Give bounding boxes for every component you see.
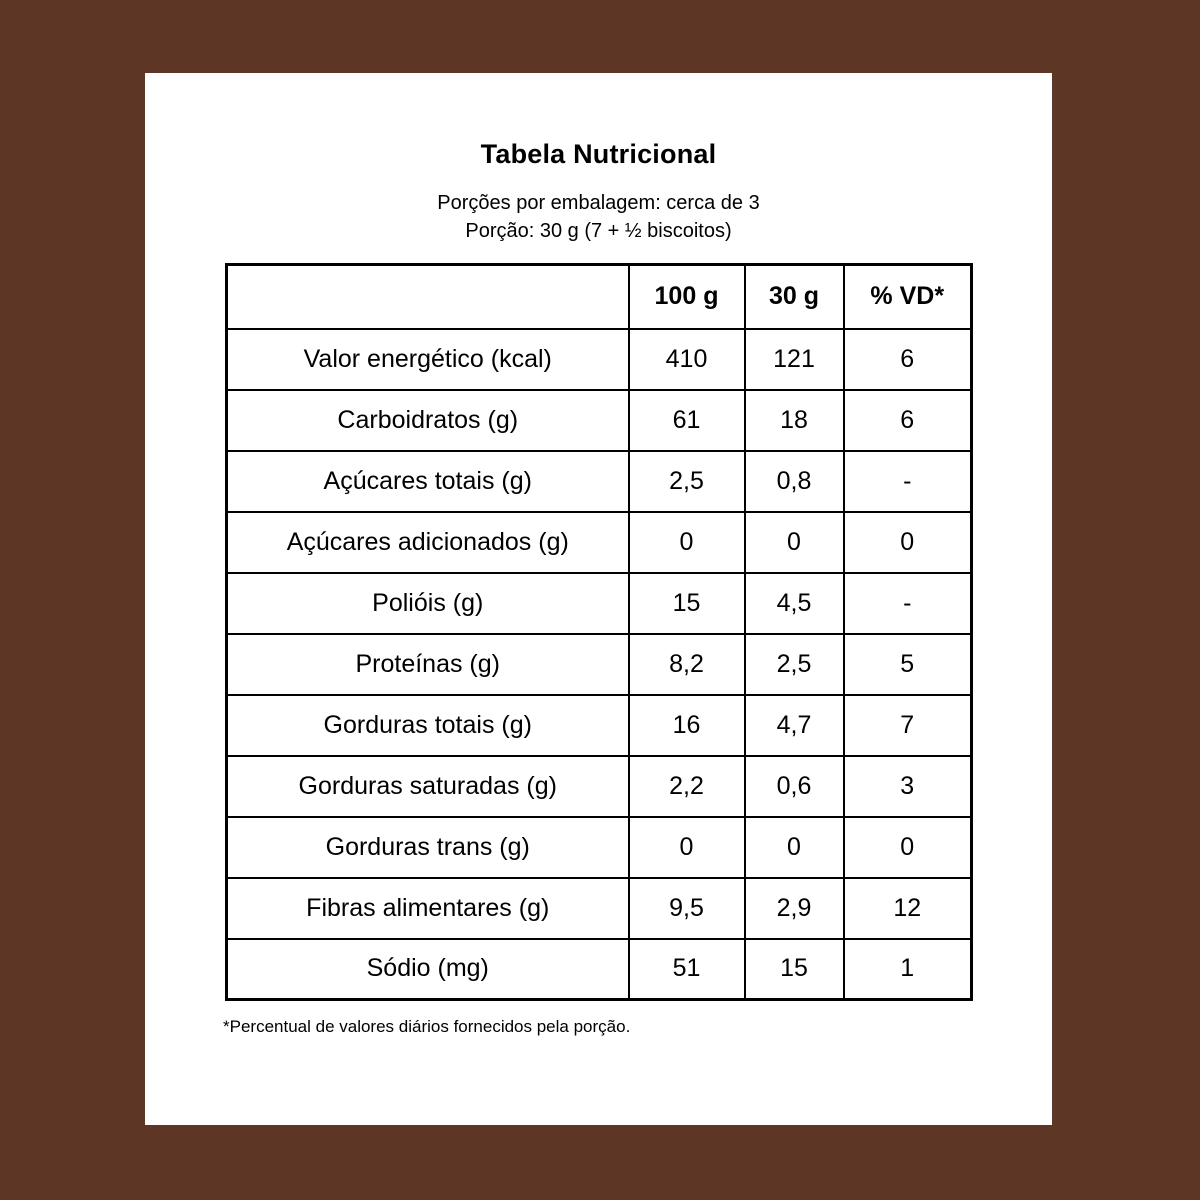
value-vd-cell: 7 — [844, 695, 972, 756]
table-row — [227, 573, 972, 634]
row-label-cell: Proteínas (g) — [227, 634, 629, 695]
value-vd-cell: 6 — [844, 390, 972, 451]
table-row — [227, 756, 972, 817]
value-vd-cell: 0 — [844, 512, 972, 573]
table-row — [227, 329, 972, 390]
serving-info — [145, 189, 1052, 245]
value-vd-cell: 3 — [844, 756, 972, 817]
serving-size-text: Porção: 30 g (7 + ½ biscoitos) — [465, 220, 732, 242]
value-100g-cell: 8,2 — [629, 634, 745, 695]
table-row — [227, 451, 972, 512]
value-30g-cell: 4,7 — [745, 695, 844, 756]
value-vd-cell: 1 — [844, 939, 972, 1000]
value-30g-cell: 0,8 — [745, 451, 844, 512]
value-vd-cell: 5 — [844, 634, 972, 695]
column-header-empty — [227, 265, 629, 329]
row-label-cell: Açúcares adicionados (g) — [227, 512, 629, 573]
value-100g-cell: 0 — [629, 817, 745, 878]
column-header-vd: % VD* — [844, 265, 972, 329]
value-100g-cell: 16 — [629, 695, 745, 756]
value-30g-cell: 2,9 — [745, 878, 844, 939]
value-100g-cell: 2,2 — [629, 756, 745, 817]
value-100g-cell: 2,5 — [629, 451, 745, 512]
table-row — [227, 695, 972, 756]
table-row — [227, 634, 972, 695]
nutrition-table — [225, 263, 973, 1001]
row-label-cell: Polióis (g) — [227, 573, 629, 634]
value-30g-cell: 121 — [745, 329, 844, 390]
value-100g-cell: 61 — [629, 390, 745, 451]
row-label-cell: Fibras alimentares (g) — [227, 878, 629, 939]
page-title: Tabela Nutricional — [480, 139, 717, 169]
column-header-100g: 100 g — [629, 265, 745, 329]
value-100g-cell: 15 — [629, 573, 745, 634]
row-label-cell: Valor energético (kcal) — [227, 329, 629, 390]
table-row — [227, 390, 972, 451]
servings-per-package-text: Porções por embalagem: cerca de 3 — [437, 192, 760, 214]
value-vd-cell: - — [844, 451, 972, 512]
nutrition-label-card — [145, 73, 1052, 1125]
column-header-30g: 30 g — [745, 265, 844, 329]
value-100g-cell: 9,5 — [629, 878, 745, 939]
row-label-cell: Gorduras saturadas (g) — [227, 756, 629, 817]
table-row — [227, 939, 972, 1000]
value-vd-cell: 12 — [844, 878, 972, 939]
value-100g-cell: 410 — [629, 329, 745, 390]
value-30g-cell: 18 — [745, 390, 844, 451]
table-row — [227, 878, 972, 939]
value-100g-cell: 51 — [629, 939, 745, 1000]
row-label-cell: Gorduras trans (g) — [227, 817, 629, 878]
value-30g-cell: 0 — [745, 817, 844, 878]
row-label-cell: Sódio (mg) — [227, 939, 629, 1000]
value-30g-cell: 0 — [745, 512, 844, 573]
footnote: *Percentual de valores diários fornecidos pela porção. — [223, 1017, 631, 1036]
value-vd-cell: 0 — [844, 817, 972, 878]
table-header-row — [227, 265, 972, 329]
value-30g-cell: 15 — [745, 939, 844, 1000]
row-label-cell: Carboidratos (g) — [227, 390, 629, 451]
table-row — [227, 512, 972, 573]
table-row — [227, 817, 972, 878]
value-30g-cell: 2,5 — [745, 634, 844, 695]
value-vd-cell: 6 — [844, 329, 972, 390]
value-vd-cell: - — [844, 573, 972, 634]
value-30g-cell: 0,6 — [745, 756, 844, 817]
row-label-cell: Gorduras totais (g) — [227, 695, 629, 756]
value-100g-cell: 0 — [629, 512, 745, 573]
value-30g-cell: 4,5 — [745, 573, 844, 634]
row-label-cell: Açúcares totais (g) — [227, 451, 629, 512]
